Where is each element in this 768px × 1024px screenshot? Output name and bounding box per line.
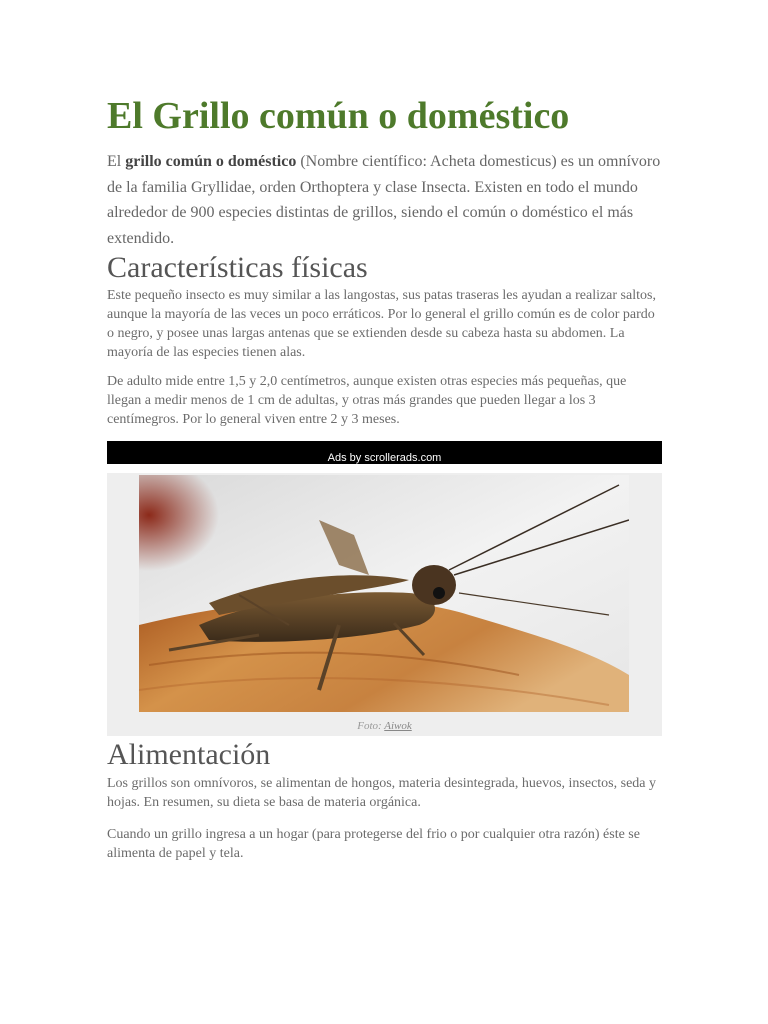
section-heading-alimentacion: Alimentación — [107, 738, 271, 771]
ad-banner[interactable] — [107, 441, 662, 464]
intro-rest: (Nombre científico: Acheta domesticus) es un omnívoro de la familia Gryllidae, orden Orthoptera y clase Insecta. Existen en todo el mundo alrededor de 900 especies distintas de grillos, siendo el común o doméstico el más extendido. — [107, 153, 661, 247]
ad-label[interactable]: Ads by scrollerads.com — [327, 452, 442, 464]
caracteristicas-paragraph-2: De adulto mide entre 1,5 y 2,0 centímetros, aunque existen otras especies más pequeñas, que llegan a medir menos de 1 cm de adultas, y otras más grandes que pueden llegar a los 3 centímegros. Por lo general viven entre 2 y 3 meses. — [107, 374, 627, 427]
alimentacion-paragraph-2: Cuando un grillo ingresa a un hogar (para protegerse del frio o por cualquier otra razón) éste se alimenta de papel y tela. — [107, 827, 640, 861]
page-title: El Grillo común o doméstico — [107, 95, 570, 137]
section-heading-caracteristicas: Características físicas — [107, 251, 368, 284]
photo-caption — [107, 719, 662, 733]
figure — [107, 473, 662, 736]
caption-author-link[interactable]: Aiwok — [384, 720, 412, 732]
alimentacion-paragraph-1: Los grillos son omnívoros, se alimentan de hongos, materia desintegrada, huevos, insectos, seda y hojas. En resumen, su dieta se basa de materia orgánica. — [107, 776, 657, 810]
intro-lead: El — [107, 153, 126, 170]
intro-paragraph — [107, 149, 662, 251]
intro-bold-term: grillo común o doméstico — [125, 153, 297, 170]
caracteristicas-paragraph-1: Este pequeño insecto es muy similar a las langostas, sus patas traseras les ayudan a realizar saltos, aunque la mayoría de las veces un poco erráticos. Por lo general el grillo común es de color pardo o negro, y posee unas largas antenas que se extienden desde su cabeza hasta su abdomen. La mayoría de las especies tienen alas. — [107, 288, 656, 360]
caption-prefix: Foto: — [357, 720, 385, 732]
cricket-photo — [139, 475, 629, 712]
